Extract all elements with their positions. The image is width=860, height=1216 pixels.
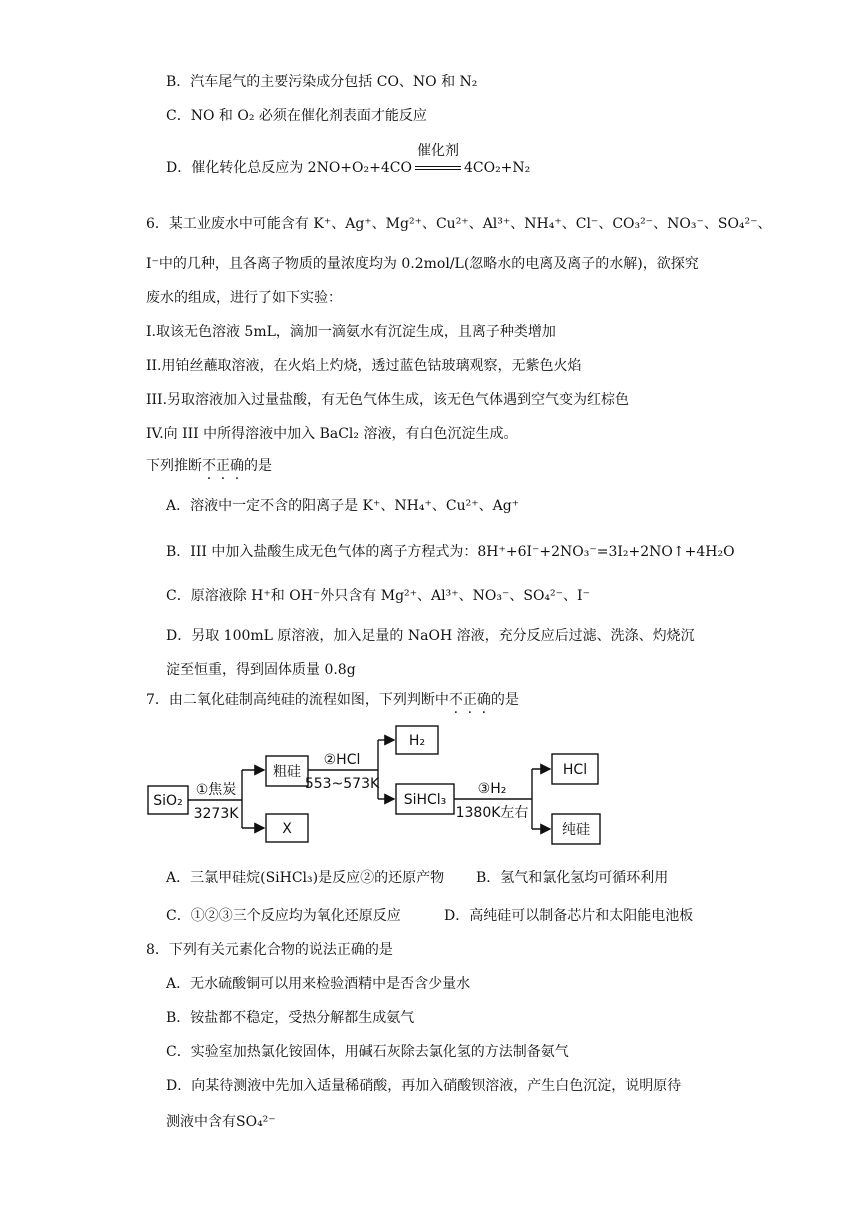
q6-question-pre: 下列推断 (146, 458, 202, 474)
q6-option-d-line1: D．另取 100mL 原溶液，加入足量的 NaOH 溶液，充分反应后过滤、洗涤、灼烧沉 (166, 628, 695, 644)
catalyst-label: 催化剂 (416, 143, 459, 159)
emphasis-char: 不 (202, 458, 216, 474)
q6-step-3: III.另取溶液加入过量盐酸，有无色气体生成，该无色气体遇到空气变为红棕色 (146, 392, 630, 408)
emphasis-char: 确 (230, 458, 244, 474)
emphasis-char: 正 (216, 458, 230, 474)
q8-question: 8．下列有关元素化合物的说法正确的是 (146, 942, 393, 958)
q7-option-a: A．三氯甲硅烷(SiHCl₃)是反应②的还原产物 (166, 870, 445, 886)
q6-stem-line3: 废水的组成，进行了如下实验： (146, 290, 342, 306)
q6-option-c: C．原溶液除 H⁺和 OH⁻外只含有 Mg²⁺、Al³⁺、NO₃⁻、SO₄²⁻、I⁻ (166, 588, 590, 604)
q6-option-a: A．溶液中一定不含的阳离子是 K⁺、NH₄⁺、Cu²⁺、Ag⁺ (166, 498, 520, 514)
emphasis-char: 正 (462, 692, 477, 708)
q5-option-d (166, 143, 531, 178)
q6-step-2: II.用铂丝蘸取溶液，在火焰上灼烧，透过蓝色钴玻璃观察，无紫色火焰 (146, 358, 582, 374)
q7-option-b: B．氢气和氯化氢均可循环利用 (476, 870, 669, 886)
catalyst-arrow (412, 143, 464, 178)
q5-option-d-products: 4CO₂+N₂ (463, 160, 531, 176)
q5-option-b: B．汽车尾气的主要污染成分包括 CO、NO 和 N₂ (166, 74, 478, 90)
q7-question-post: 的是 (490, 692, 519, 708)
q6-option-b: B．III 中加入盐酸生成无色气体的离子方程式为：8H⁺+6I⁻+2NO₃⁻=3I₂+2NO↑+4H₂O (166, 544, 735, 560)
h2-label: H₂ (408, 733, 426, 749)
q6-stem-line1: 6．某工业废水中可能含有 K⁺、Ag⁺、Mg²⁺、Cu²⁺、Al³⁺、NH₄⁺、Cl⁻、CO₃²⁻、NO₃⁻、SO₄²⁻、 (146, 216, 772, 232)
q5-option-c: C．NO 和 O₂ 必须在催化剂表面才能反应 (166, 108, 427, 124)
q6-question (146, 456, 272, 476)
q7-option-d: D．高纯硅可以制备芯片和太阳能电池板 (444, 908, 694, 924)
silicon-flow-diagram (146, 722, 616, 852)
q8-option-c: C．实验室加热氯化铵固体，用碱石灰除去氯化氢的方法制备氨气 (166, 1044, 569, 1060)
step2-temp: 553~573K (304, 776, 380, 792)
step3-temp: 1380K左右 (455, 805, 529, 821)
hcl-label: HCl (562, 762, 588, 778)
step2-reagent: ②HCl (323, 752, 361, 768)
step3-reagent: ③H₂ (477, 781, 507, 797)
step1-temp: 3273K (193, 806, 239, 822)
q8-option-d-line1: D．向某待测液中先加入适量稀硝酸，再加入硝酸钡溶液，产生白色沉淀，说明原待 (166, 1078, 682, 1094)
q6-step-4: IV.向 III 中所得溶液中加入 BaCl₂ 溶液，有白色沉淀生成。 (146, 426, 518, 442)
sio2-label: SiO₂ (153, 793, 183, 809)
q6-step-1: I.取该无色溶液 5mL，滴加一滴氨水有沉淀生成，且离子种类增加 (146, 324, 556, 340)
emphasis-char: 确 (476, 692, 491, 708)
pure-si-label: 纯硅 (562, 822, 590, 838)
step1-reagent: ①焦炭 (195, 782, 237, 798)
q6-question-post: 的是 (244, 458, 272, 474)
q8-option-d-line2: 测液中含有SO₄²⁻ (166, 1114, 276, 1130)
emphasis-char: 不 (448, 692, 463, 708)
crude-si-label: 粗硅 (273, 764, 301, 780)
q8-option-b: B．铵盐都不稳定，受热分解都生成氨气 (166, 1010, 415, 1026)
q5-option-d-text: D．催化转化总反应为 2NO+O₂+4CO (166, 160, 412, 176)
q7-question (146, 690, 519, 710)
q7-option-c: C．①②③三个反应均为氧化还原反应 (166, 908, 401, 924)
q6-stem-line2: I⁻中的几种，且各离子物质的量浓度均为 0.2mol/L(忽略水的电离及离子的水解)，欲探究 (146, 256, 699, 272)
q7-question-pre: 7．由二氧化硅制高纯硅的流程如图，下列判断中 (146, 692, 449, 708)
x-label: X (282, 821, 292, 837)
q8-option-a: A．无水硫酸铜可以用来检验酒精中是否含少量水 (166, 976, 471, 992)
sihcl3-label: SiHCl₃ (403, 792, 447, 808)
q6-option-d-line2: 淀至恒重，得到固体质量 0.8g (166, 662, 356, 678)
